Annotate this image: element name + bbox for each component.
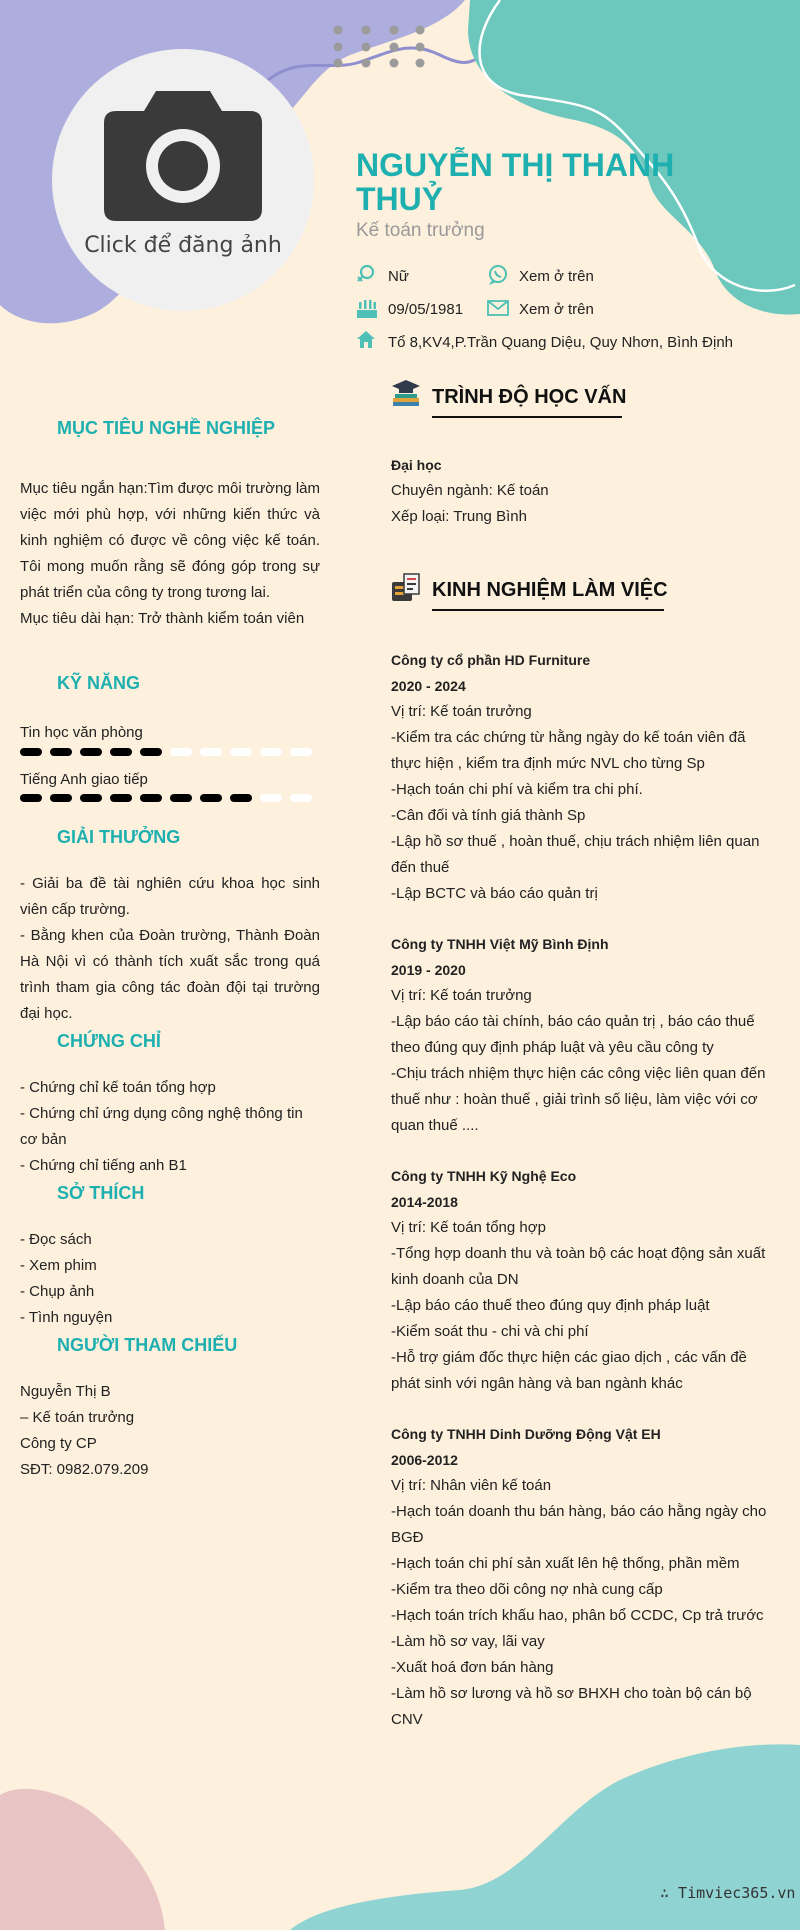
skill-dash-filled [80,748,102,756]
awards-heading: GIẢI THƯỞNG [57,827,181,847]
job-entry [391,1421,771,1733]
job-duty: -Kiểm soát thu - chi và chi phí [391,1323,589,1340]
experience-heading: KINH NGHIỆM LÀM VIỆC [432,579,668,601]
objective-heading: MỤC TIÊU NGHỀ NGHIỆP [57,418,276,438]
job-duty: -Tổng hợp doanh thu và toàn bộ các hoạt động sản xuất kinh doanh của DN [391,1245,766,1288]
reference-line: Công ty CP [20,1435,97,1452]
job-entry [391,931,771,1139]
job-duty: -Hạch toán chi phí và kiểm tra chi phí. [391,781,643,798]
job-duty: -Hạch toán chi phí sản xuất lên hệ thống, phần mềm [391,1555,740,1572]
reference-line: Nguyễn Thị B [20,1383,111,1400]
gender-text: Nữ [388,268,409,285]
whatsapp-icon [487,264,509,286]
job-duty: -Xuất hoá đơn bán hàng [391,1659,554,1676]
job-position: Vị trí: Kế toán trưởng [391,703,532,720]
awards-section [20,871,320,1027]
reference-heading: NGƯỜI THAM CHIẾU [57,1335,238,1355]
job-company: Công ty cổ phần HD Furniture [391,652,591,668]
home-icon [356,330,376,350]
skill-dash-empty [290,748,312,756]
skills-heading: KỸ NĂNG [57,673,141,693]
job-period: 2006-2012 [391,1452,458,1468]
job-position: Vị trí: Kế toán tổng hợp [391,1219,546,1236]
education-section [391,452,771,530]
objective-short-term: Mục tiêu ngắn hạn:Tìm được môi trường làm việc mới phù hợp, với những kiến thức và kinh nghiệm có được về công việc kế toán. Tôi mong muốn rằng sẽ đóng góp trong sự phát triển của công ty trong tương lai. [20,480,320,601]
job-duty: -Hỗ trợ giám đốc thực hiện các giao dịch , các vấn đề phát sinh với ngân hàng và ban ngành khác [391,1349,747,1392]
reference-section [20,1379,320,1483]
hobby-item: - Xem phim [20,1257,97,1274]
gender-icon [356,264,376,286]
job-company: Công ty TNHH Việt Mỹ Bình Định [391,936,609,952]
skill-dash-empty [260,748,282,756]
job-duty: -Hạch toán trích khấu hao, phân bổ CCDC, Cp trả trước [391,1607,764,1624]
skill-name: Tin học văn phòng [20,724,143,741]
objective-long-term: Mục tiêu dài hạn: Trở thành kiểm toán viên [20,610,305,627]
candidate-name: NGUYỄN THỊ THANH THUỶ [356,147,675,217]
education-heading: TRÌNH ĐỘ HỌC VẤN [432,386,627,408]
job-duty: -Kiểm tra theo dõi công nợ nhà cung cấp [391,1581,663,1598]
graduation-cap-icon [391,378,421,408]
skill-dash-filled [20,794,42,802]
skill-dash-filled [50,794,72,802]
skill-dash-filled [20,748,42,756]
skill-dash-filled [200,794,222,802]
hobbies-heading: SỞ THÍCH [57,1183,145,1203]
certificates-heading: CHỨNG CHỈ [57,1031,161,1051]
certificate-item: - Chứng chỉ kế toán tổng hợp [20,1079,216,1096]
job-duty: -Cân đối và tính giá thành Sp [391,807,586,824]
job-period: 2019 - 2020 [391,962,466,978]
skill-dash-filled [110,794,132,802]
hobby-item: - Đọc sách [20,1231,92,1248]
job-entry [391,647,771,907]
skill-dash-filled [140,748,162,756]
education-degree: Đại học [391,457,442,473]
job-duty: -Kiểm tra các chứng từ hằng ngày do kế toán viên đã thực hiện , kiểm tra định mức NVL cho từng Sp [391,729,746,772]
certificate-item: - Chứng chỉ ứng dụng công nghệ thông tin cơ bản [20,1105,303,1148]
pink-blob [0,1789,165,1930]
contact-text-1: Xem ở trên [519,268,594,285]
photo-upload[interactable] [52,49,314,311]
skill-dash-empty [290,794,312,802]
dob-text: 09/05/1981 [388,301,464,318]
job-position: Vị trí: Kế toán trưởng [391,987,532,1004]
skill-dash-empty [170,748,192,756]
award-item: - Bằng khen của Đoàn trường, Thành Đoàn Hà Nội vì có thành tích xuất sắc trong quá trình tham gia công tác đoàn đội tại trường đại học. [20,927,320,1022]
job-company: Công ty TNHH Dinh Dưỡng Động Vật EH [391,1426,661,1442]
footer-brand[interactable]: ∴ Timviec365.vn [660,1884,796,1902]
award-item: - Giải ba đề tài nghiên cứu khoa học sinh viên cấp trường. [20,875,320,918]
hobbies-section [20,1227,320,1331]
job-period: 2020 - 2024 [391,678,466,694]
certificate-item: - Chứng chỉ tiếng anh B1 [20,1157,187,1174]
skill-dash-filled [230,794,252,802]
birthday-cake-icon [356,297,378,319]
skill-dash-empty [200,748,222,756]
skill-dash-filled [80,794,102,802]
education-major: Chuyên ngành: Kế toán [391,482,549,499]
education-grade: Xếp loại: Trung Bình [391,508,527,525]
envelope-icon [487,297,509,319]
job-duty: -Lập BCTC và báo cáo quản trị [391,885,598,902]
reference-line: – Kế toán trưởng [20,1409,135,1426]
objective-section [20,476,320,632]
work-documents-icon [391,572,421,602]
skill-dash-empty [230,748,252,756]
reference-line: SĐT: 0982.079.209 [20,1461,149,1478]
experience-heading-underline [432,609,664,611]
job-duty: -Chịu trách nhiệm thực hiện các công việc liên quan đến thuế như : hoàn thuế , giải trình số liệu, làm việc với cơ quan thuế .... [391,1065,766,1134]
job-duty: -Lập báo cáo tài chính, báo cáo quản trị , báo cáo thuế theo đúng quy định pháp luật và yêu cầu công ty [391,1013,755,1056]
contact-text-2: Xem ở trên [519,301,594,318]
job-company: Công ty TNHH Kỹ Nghệ Eco [391,1168,577,1184]
job-duty: -Lập báo cáo thuế theo đúng quy định pháp luật [391,1297,710,1314]
job-entry [391,1163,771,1397]
job-position: Vị trí: Nhân viên kế toán [391,1477,552,1494]
job-duty: -Làm hồ sơ lương và hồ sơ BHXH cho toàn bộ cán bộ CNV [391,1685,752,1728]
photo-caption: Click để đăng ảnh [84,233,282,258]
job-duty: -Làm hồ sơ vay, lãi vay [391,1633,545,1650]
hobby-item: - Chụp ảnh [20,1283,95,1300]
skill-dash-filled [50,748,72,756]
skill-dash-empty [260,794,282,802]
skill-name: Tiếng Anh giao tiếp [20,771,148,788]
skill-dash-filled [170,794,192,802]
hobby-item: - Tình nguyện [20,1309,113,1326]
job-period: 2014-2018 [391,1194,458,1210]
job-duty: -Lập hồ sơ thuế , hoàn thuế, chịu trách nhiệm liên quan đến thuế [391,833,760,876]
education-heading-underline [432,416,622,418]
address-text: Tổ 8,KV4,P.Trần Quang Diệu, Quy Nhơn, Bình Định [388,334,734,351]
skill-dash-filled [140,794,162,802]
camera-icon [104,89,262,221]
certificates-section [20,1075,320,1179]
aqua-blob [290,1744,800,1930]
job-duty: -Hạch toán doanh thu bán hàng, báo cáo hằng ngày cho BGĐ [391,1503,767,1546]
candidate-role: Kế toán trưởng [356,220,485,241]
skill-dash-filled [110,748,132,756]
